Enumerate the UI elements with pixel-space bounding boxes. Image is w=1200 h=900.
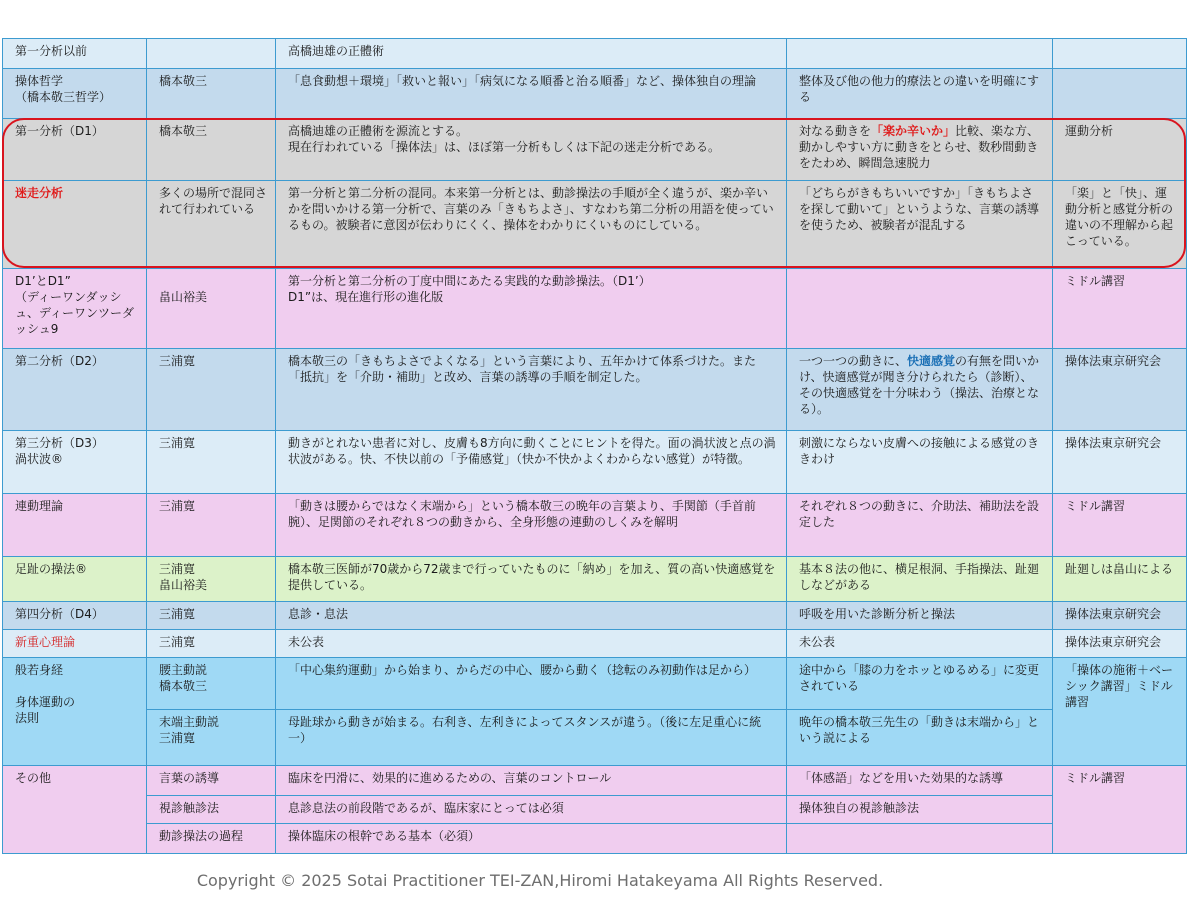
detail-text: 比較、楽な方、動かしやすい方に動きをとらせ、数秒間動きをたわめ、瞬間急速脱力 [799, 124, 1040, 170]
method-name: 般若身経 身体運動の 法則 [3, 658, 147, 766]
originator: 三浦寛 [147, 602, 276, 630]
note: ミドル講習 [1053, 494, 1187, 557]
method-name: 迷走分析 [3, 181, 147, 269]
note: ミドル講習 [1053, 269, 1187, 349]
originator: 畠山裕美 [147, 269, 276, 349]
originator: 三浦寛 [147, 494, 276, 557]
note: ミドル講習 [1053, 766, 1187, 854]
table-row [3, 630, 1187, 658]
note: 「楽」と「快」、運動分析と感覚分析の違いの不理解から起こっている。 [1053, 181, 1187, 269]
highlight-term: 快適感覚 [907, 354, 956, 368]
table-row [3, 602, 1187, 630]
detail-text: 一つ一つの動きに、 [799, 354, 908, 368]
note: 操体法東京研究会 [1053, 431, 1187, 494]
method-name: 足趾の操法® [3, 557, 147, 602]
method-name: 第二分析（D2） [3, 349, 147, 431]
detail: 途中から「膝の力をホッとゆるめる」に変更されている [787, 658, 1053, 710]
detail: それぞれ８つの動きに、介助法、補助法を設定した [787, 494, 1053, 557]
table-row [3, 494, 1187, 557]
description: 「動きは腰からではなく末端から」という橋本敬三の晩年の言葉より、手関節（手首前腕）、足関節のそれぞれ８つの動きから、全身形態の連動のしくみを解明 [276, 494, 787, 557]
originator: 動診操法の過程 [147, 824, 276, 854]
originator: 腰主動説 橋本敬三 [147, 658, 276, 710]
table-row [3, 119, 1187, 181]
detail: 「どちらがきもちいいですか」「きもちよさを探して動いて」というような、言葉の誘導を使うため、被験者が混乱する [787, 181, 1053, 269]
detail: 基本８法の他に、横足根洞、手指操法、趾廻しなどがある [787, 557, 1053, 602]
note [1053, 69, 1187, 119]
originator: 橋本敬三 [147, 119, 276, 181]
method-name: 第一分析以前 [3, 39, 147, 69]
note [1053, 39, 1187, 69]
originator: 橋本敬三 [147, 69, 276, 119]
originator: 三浦寛 [147, 349, 276, 431]
method-name: 第一分析（D1） [3, 119, 147, 181]
method-name: 新重心理論 [3, 630, 147, 658]
description: 高橋迪雄の正體術を源流とする。 現在行われている「操体法」は、ほぼ第一分析もしくは下記の迷走分析である。 [276, 119, 787, 181]
note: 「操体の施術＋ベーシック講習」ミドル講習 [1053, 658, 1187, 766]
note: 操体法東京研究会 [1053, 349, 1187, 431]
table-row [3, 557, 1187, 602]
table-row [3, 69, 1187, 119]
table-row [3, 349, 1187, 431]
method-name: 操体哲学 （橋本敬三哲学） [3, 69, 147, 119]
originator: 言葉の誘導 [147, 766, 276, 796]
description: 橋本敬三の「きもちよさでよくなる」という言葉により、五年かけて体系づけた。また「抵抗」を「介助・補助」と改め、言葉の誘導の手順を制定した。 [276, 349, 787, 431]
table-row [3, 658, 1187, 710]
description: 「中心集約運動」から始まり、からだの中心、腰から動く（捻転のみ初動作は足から） [276, 658, 787, 710]
sotai-method-table [2, 38, 1187, 854]
method-name: その他 [3, 766, 147, 854]
detail [787, 119, 1053, 181]
detail: 未公表 [787, 630, 1053, 658]
detail [787, 39, 1053, 69]
detail: 刺激にならない皮膚への接触による感覚のききわけ [787, 431, 1053, 494]
description: 第一分析と第二分析の丁度中間にあたる実践的な動診操法。（D1’） D1”は、現在進行形の進化版 [276, 269, 787, 349]
copyright-footer: Copyright © 2025 Sotai Practitioner TEI-ZAN,Hiromi Hatakeyama All Rights Reserved. [196, 871, 884, 890]
highlight-term: 「楽か辛いか」 [871, 124, 956, 138]
description: 臨床を円滑に、効果的に進めるための、言葉のコントロール [276, 766, 787, 796]
note: 趾廻しは畠山による [1053, 557, 1187, 602]
table-row [3, 824, 1187, 854]
table-row [3, 181, 1187, 269]
detail-text: の有無を問いかけ、快適感覚が聞き分けられたら（診断）、その快適感覚を十分味わう（操法、治療となる）。 [799, 354, 1040, 416]
description: 第一分析と第二分析の混同。本来第一分析とは、動診操法の手順が全く違うが、楽か辛いかを問いかける第一分析で、言葉のみ「きもちよさ」、すなわち第二分析の用語を使っているもの。被験者に意図が伝わりにくく、操体をわかりにくいものにしている。 [276, 181, 787, 269]
table-row [3, 710, 1187, 766]
originator: 三浦寛 [147, 630, 276, 658]
detail: 整体及び他の他力的療法との違いを明確にする [787, 69, 1053, 119]
description: 橋本敬三医師が70歳から72歳まで行っていたものに「納め」を加え、質の高い快適感覚を提供している。 [276, 557, 787, 602]
note: 操体法東京研究会 [1053, 630, 1187, 658]
detail: 「体感語」などを用いた効果的な誘導 [787, 766, 1053, 796]
description: 「息食動想＋環境」「救いと報い」「病気になる順番と治る順番」など、操体独自の理論 [276, 69, 787, 119]
table-row [3, 796, 1187, 824]
description: 息診・息法 [276, 602, 787, 630]
originator [147, 39, 276, 69]
originator: 多くの場所で混同されて行われている [147, 181, 276, 269]
detail [787, 269, 1053, 349]
description: 未公表 [276, 630, 787, 658]
originator: 視診触診法 [147, 796, 276, 824]
table-row [3, 39, 1187, 69]
method-name: 連動理論 [3, 494, 147, 557]
detail: 晩年の橋本敬三先生の「動きは末端から」という説による [787, 710, 1053, 766]
description: 高橋迪雄の正體術 [276, 39, 787, 69]
table-row [3, 431, 1187, 494]
detail: 操体独自の視診触診法 [787, 796, 1053, 824]
originator: 三浦寛 [147, 431, 276, 494]
description: 操体臨床の根幹である基本（必須） [276, 824, 787, 854]
originator: 三浦寛 畠山裕美 [147, 557, 276, 602]
detail [787, 349, 1053, 431]
table-row [3, 766, 1187, 796]
description: 動きがとれない患者に対し、皮膚も8方向に動くことにヒントを得た。面の渦状波と点の渦状波がある。快、不快以前の「予備感覚」（快か不快かよくわからない感覚）が特徴。 [276, 431, 787, 494]
table-row [3, 269, 1187, 349]
originator: 末端主動説 三浦寛 [147, 710, 276, 766]
method-name: 第三分析（D3） 渦状波® [3, 431, 147, 494]
note: 運動分析 [1053, 119, 1187, 181]
method-name: D1’とD1” （ディーワンダッシュ、ディーワンツーダッシュ9 [3, 269, 147, 349]
note: 操体法東京研究会 [1053, 602, 1187, 630]
detail-text: 対なる動きを [799, 124, 872, 138]
method-name: 第四分析（D4） [3, 602, 147, 630]
description: 母趾球から動きが始まる。右利き、左利きによってスタンスが違う。（後に左足重心に統一） [276, 710, 787, 766]
detail: 呼吸を用いた診断分析と操法 [787, 602, 1053, 630]
detail [787, 824, 1053, 854]
description: 息診息法の前段階であるが、臨床家にとっては必須 [276, 796, 787, 824]
